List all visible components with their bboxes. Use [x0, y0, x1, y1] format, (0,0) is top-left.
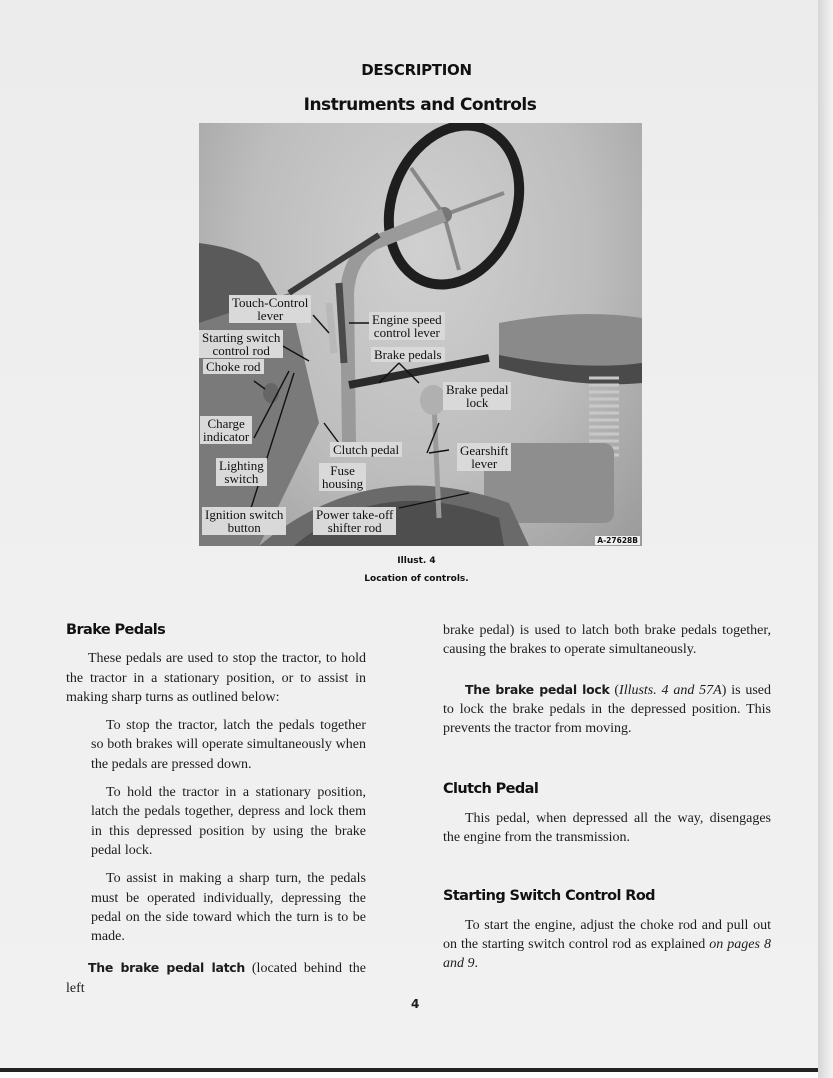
heading-clutch-pedal: Clutch Pedal — [443, 781, 539, 798]
callout-clutch-pedal — [330, 442, 402, 457]
callout-line: shifter rod — [327, 520, 382, 535]
callout-starting-switch-control-rod — [199, 330, 283, 358]
callout-line: Lighting — [219, 458, 264, 473]
callout-choke-rod — [203, 359, 264, 374]
callout-line: control lever — [373, 325, 440, 340]
callout-gearshift-lever — [457, 443, 511, 471]
section-title: DESCRIPTION — [361, 61, 472, 79]
page-title: Instruments and Controls — [303, 95, 537, 115]
callout-line: lock — [466, 395, 489, 410]
callout-lighting-switch — [216, 458, 267, 486]
illustration-number: Illust. 4 — [397, 556, 436, 566]
brake-lock-text: is used to lock the brake pedals in the depressed position. This prevents the tractor from moving. — [443, 682, 771, 737]
illustration-caption: Location of controls. — [364, 574, 469, 584]
callout-line: switch — [224, 471, 259, 486]
callout-line: lever — [257, 308, 284, 323]
callout-line: control rod — [212, 343, 270, 358]
callout-line: Touch-Control — [232, 295, 309, 310]
callout-engine-speed-control-lever — [369, 312, 445, 340]
brake-item-hold: To hold the tractor in a stationary position, latch the pedals together, depress and lock them in this depressed position by using the brake pedal lock. — [91, 785, 366, 858]
heading-brake-pedals: Brake Pedals — [66, 622, 166, 638]
starting-switch-reference: on pages 8 and 9 — [443, 936, 771, 972]
brake-pedals-intro: These pedals are used to stop the tractor, to hold the tractor in a stationary position, or to assist in making sharp turns as outlined below: — [66, 651, 366, 705]
callout-line: indicator — [203, 429, 250, 444]
callout-charge-indicator — [200, 416, 252, 444]
photo-code: A-27628B — [597, 536, 638, 545]
clutch-pedal-text: This pedal, when depressed all the way, disengages the engine from the transmission. — [443, 810, 771, 846]
callout-touch-control-lever — [229, 295, 311, 323]
callout-line: Starting switch — [202, 330, 281, 345]
callout-line: Ignition switch — [205, 507, 284, 522]
callout-line: Charge — [207, 416, 245, 431]
callout-line: button — [227, 520, 261, 535]
callout-line: lever — [471, 456, 498, 471]
callout-line: Choke rod — [206, 359, 261, 374]
tractor-controls-photo — [199, 123, 642, 546]
callout-line: Fuse — [330, 463, 355, 478]
sentence-end: . — [474, 956, 478, 972]
brake-item-stop: To stop the tractor, latch the pedals together so both brakes will operate simultaneously when the pedals are pressed down. — [91, 718, 366, 772]
page-number: 4 — [411, 997, 420, 1011]
callout-line: Engine speed — [372, 312, 442, 327]
brake-lock-reference: Illusts. 4 and 57A — [619, 682, 722, 698]
brake-latch-text: (located behind the left — [66, 961, 366, 996]
callout-line: housing — [322, 476, 364, 491]
brake-latch-continued: brake pedal) is used to latch both brake pedals together, causing the brakes to operate simultaneously. — [443, 623, 771, 658]
right-column — [443, 621, 771, 974]
left-column — [66, 621, 366, 998]
brake-lock-keyword: The brake pedal lock — [465, 681, 610, 697]
page-edge — [818, 0, 833, 1078]
callout-brake-pedals — [371, 347, 445, 362]
callout-line: Clutch pedal — [333, 442, 400, 457]
callout-brake-pedal-lock — [443, 382, 511, 410]
brake-lock-paragraph: The brake pedal lock (Illusts. 4 and 57A) is used to lock the brake pedals in the depressed position. This prevents the tractor from moving. — [443, 681, 771, 737]
callout-power-take-off-shifter-rod — [313, 507, 396, 535]
brake-latch-keyword: The brake pedal latch — [88, 960, 245, 976]
callout-line: Brake pedal — [446, 382, 509, 397]
brake-latch-paragraph — [66, 958, 366, 998]
starting-switch-text: To start the engine, adjust the choke rod and pull out on the starting switch control rod as explained — [443, 917, 771, 952]
callout-line: Power take-off — [316, 507, 394, 522]
callout-line: Brake pedals — [374, 347, 442, 362]
heading-starting-switch-control-rod: Starting Switch Control Rod — [443, 888, 655, 905]
callout-ignition-switch-button — [202, 507, 286, 535]
callout-fuse-housing — [319, 463, 366, 491]
starting-switch-paragraph — [443, 916, 771, 974]
callout-line: Gearshift — [460, 443, 509, 458]
brake-item-turn: To assist in making a sharp turn, the pedals must be operated individually, depressing the pedal on the side toward which the turn is to be made. — [91, 871, 366, 945]
